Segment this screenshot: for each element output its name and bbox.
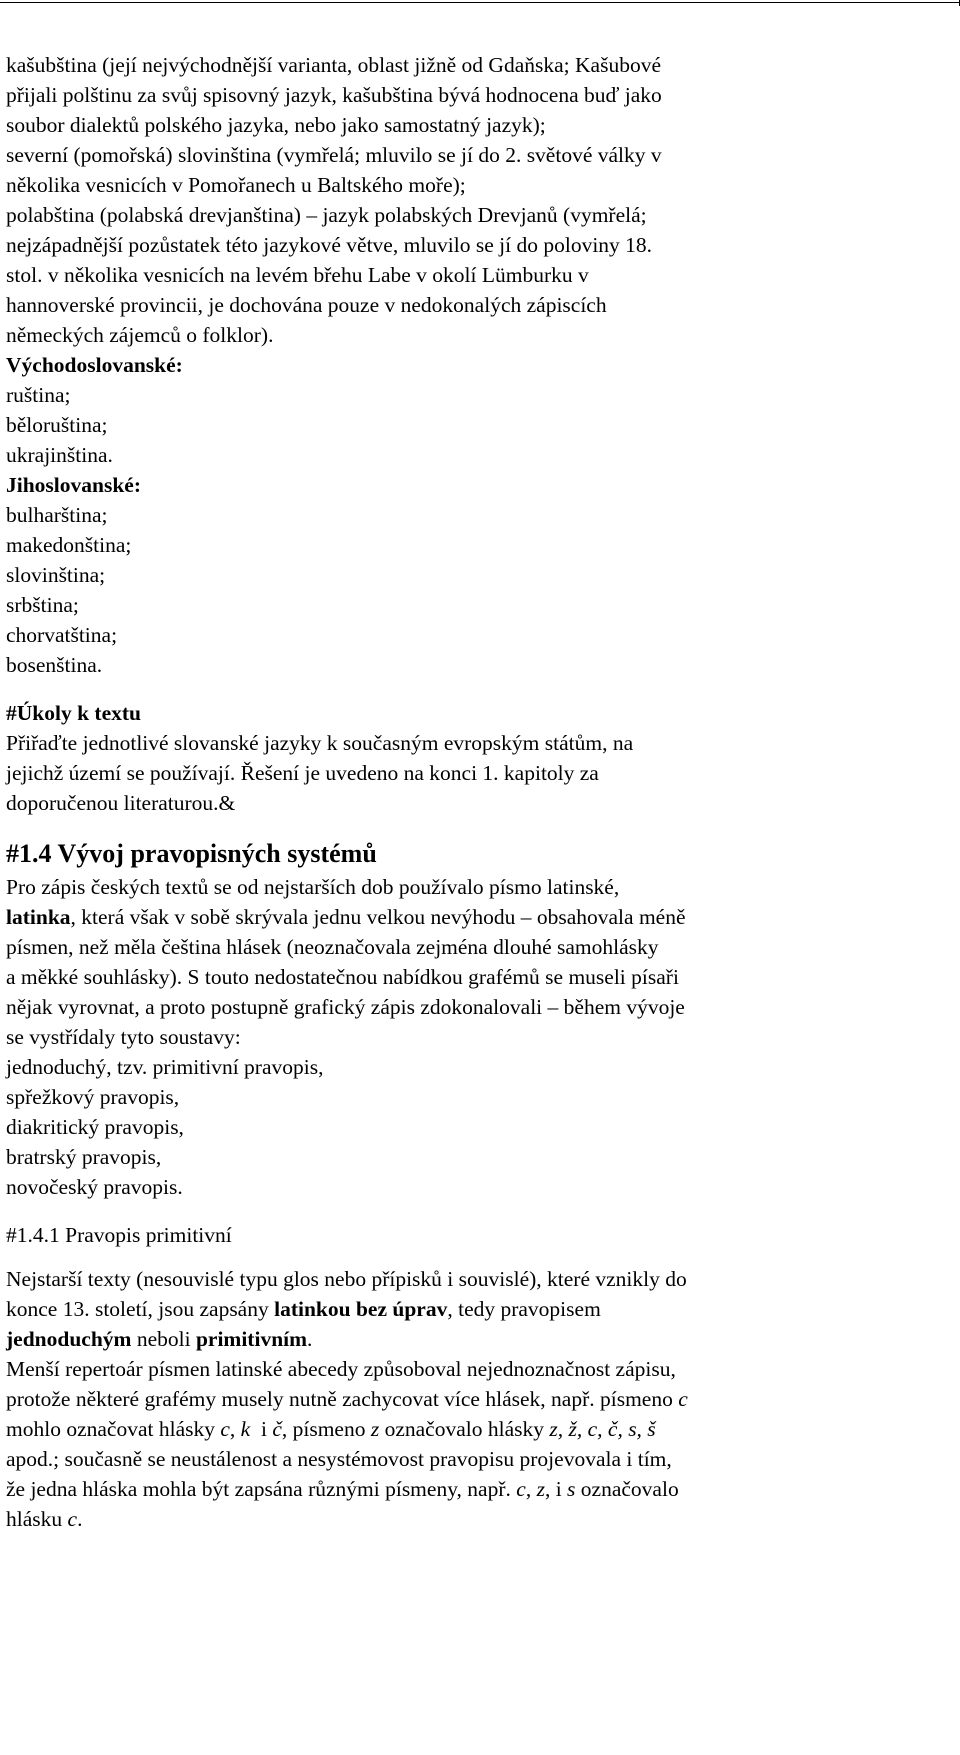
text-line xyxy=(6,1474,954,1504)
text-run: konce 13. století, jsou zapsány xyxy=(6,1297,275,1321)
system-item: spřežkový pravopis, xyxy=(6,1085,180,1109)
text-run: , i xyxy=(544,1477,568,1501)
horizontal-rule xyxy=(0,2,960,3)
text-line: nějak vyrovnat, a proto postupně grafický zápis zdokonalovali – během vývoje xyxy=(6,995,685,1019)
south-slavic-heading: Jihoslovanské: xyxy=(6,473,142,497)
text-run: . xyxy=(307,1327,313,1351)
system-item: diakritický pravopis, xyxy=(6,1115,184,1139)
language-item: makedonština; xyxy=(6,533,132,557)
subsection-heading: #1.4.1 Pravopis primitivní xyxy=(6,1223,232,1247)
text-line xyxy=(6,1294,954,1324)
italic-letter: c xyxy=(67,1507,78,1531)
document-page xyxy=(6,50,954,1534)
text-line: několika vesnicích v Pomořanech u Baltského moře); xyxy=(6,173,466,197)
text-line: Pro zápis českých textů se od nejstarších dob používalo písmo latinské, xyxy=(6,875,620,899)
tasks-block xyxy=(6,698,954,818)
text-line: severní (pomořská) slovinština (vymřelá; mluvilo se jí do 2. světové války v xyxy=(6,143,662,167)
bold-term: jednoduchým xyxy=(6,1327,132,1351)
south-slavic-group xyxy=(6,470,954,680)
intro-paragraph xyxy=(6,50,954,350)
text-line: Nejstarší texty (nesouvislé typu glos nebo přípisků i souvislé), které vznikly do xyxy=(6,1267,687,1291)
text-run: označovalo xyxy=(575,1477,679,1501)
italic-letter: k xyxy=(240,1417,251,1441)
spacer xyxy=(6,1250,954,1264)
italic-letter: c xyxy=(220,1417,230,1441)
text-line xyxy=(6,1324,954,1354)
text-line xyxy=(6,1504,954,1534)
language-item: ukrajinština. xyxy=(6,443,113,467)
language-item: srbština; xyxy=(6,593,79,617)
text-run: i xyxy=(250,1417,273,1441)
section-block xyxy=(6,836,954,1202)
text-run: , tedy pravopisem xyxy=(447,1297,601,1321)
system-item: jednoduchý, tzv. primitivní pravopis, xyxy=(6,1055,324,1079)
spacer xyxy=(6,1202,954,1220)
text-line: doporučenou literaturou.& xyxy=(6,791,236,815)
section-heading: #1.4 Vývoj pravopisných systémů xyxy=(6,839,377,868)
text-line: kašubština (její nejvýchodnější varianta, oblast jižně od Gdaňska; Kašubové xyxy=(6,53,661,77)
language-item: ruština; xyxy=(6,383,71,407)
text-run: , která však v sobě skrývala jednu velkou nevýhodu – obsahovala méně xyxy=(70,905,686,929)
language-item: bulharština; xyxy=(6,503,108,527)
text-line: se vystřídaly tyto soustavy: xyxy=(6,1025,241,1049)
bold-term: latinkou bez úprav xyxy=(274,1297,448,1321)
text-line: německých zájemců o folklor). xyxy=(6,323,274,347)
east-slavic-heading: Východoslovanské: xyxy=(6,353,183,377)
spacer xyxy=(6,680,954,698)
text-line: apod.; současně se neustálenost a nesystémovost pravopisu projevovala i tím, xyxy=(6,1447,672,1471)
italic-letters: z, ž, c, č, s, š xyxy=(549,1417,656,1441)
tasks-heading: #Úkoly k textu xyxy=(6,701,141,725)
language-item: chorvatština; xyxy=(6,623,118,647)
page-top-rule xyxy=(0,0,960,6)
spacer xyxy=(6,818,954,836)
italic-letter: z xyxy=(370,1417,380,1441)
text-line: stol. v několika vesnicích na levém břehu Labe v okolí Lümburku v xyxy=(6,263,589,287)
system-item: bratrský pravopis, xyxy=(6,1145,162,1169)
bold-term: primitivním xyxy=(195,1327,308,1351)
text-run: , xyxy=(525,1477,537,1501)
text-line xyxy=(6,1384,954,1414)
text-run: neboli xyxy=(131,1327,196,1351)
subsection-block xyxy=(6,1220,954,1534)
text-line: polabština (polabská drevjanština) – jazyk polabských Drevjanů (vymřelá; xyxy=(6,203,647,227)
text-line: přijali polštinu za svůj spisovný jazyk, kašubština bývá hodnocena buď jako xyxy=(6,83,662,107)
text-line: a měkké souhlásky). S touto nedostatečnou nabídkou grafémů se museli písaři xyxy=(6,965,679,989)
text-run: hlásku xyxy=(6,1507,68,1531)
text-line: soubor dialektů polského jazyka, nebo jako samostatný jazyk); xyxy=(6,113,546,137)
language-item: bosenština. xyxy=(6,653,103,677)
text-line: hannoverské provincii, je dochována pouze v nedokonalých zápiscích xyxy=(6,293,607,317)
text-line: Přiřaďte jednotlivé slovanské jazyky k současným evropským státům, na xyxy=(6,731,634,755)
text-line: písmen, než měla čeština hlásek (neoznačovala zejména dlouhé samohlásky xyxy=(6,935,659,959)
text-run: . xyxy=(77,1507,83,1531)
text-line: Menší repertoár písmen latinské abecedy způsoboval nejednoznačnost zápisu, xyxy=(6,1357,676,1381)
system-item: novočeský pravopis. xyxy=(6,1175,183,1199)
text-run: označovalo hlásky xyxy=(379,1417,550,1441)
italic-letter: c xyxy=(516,1477,526,1501)
east-slavic-group xyxy=(6,350,954,470)
bold-term: latinka xyxy=(6,905,71,929)
italic-letter: z xyxy=(536,1477,545,1501)
text-line xyxy=(6,1414,954,1444)
italic-letter: c xyxy=(678,1387,688,1411)
text-line xyxy=(6,902,954,932)
italic-letter: č xyxy=(272,1417,282,1441)
text-run: že jedna hláska mohla být zapsána různými písmeny, např. xyxy=(6,1477,517,1501)
italic-letter: s xyxy=(567,1477,576,1501)
text-run: , xyxy=(229,1417,241,1441)
text-line: jejichž území se používají. Řešení je uvedeno na konci 1. kapitoly za xyxy=(6,761,599,785)
text-run: protože některé grafémy musely nutně zachycovat více hlásek, např. písmeno xyxy=(6,1387,679,1411)
text-run: mohlo označovat hlásky xyxy=(6,1417,221,1441)
language-item: běloruština; xyxy=(6,413,108,437)
text-line: nejzápadnější pozůstatek této jazykové větve, mluvilo se jí do poloviny 18. xyxy=(6,233,653,257)
language-item: slovinština; xyxy=(6,563,106,587)
text-run: , písmeno xyxy=(281,1417,371,1441)
